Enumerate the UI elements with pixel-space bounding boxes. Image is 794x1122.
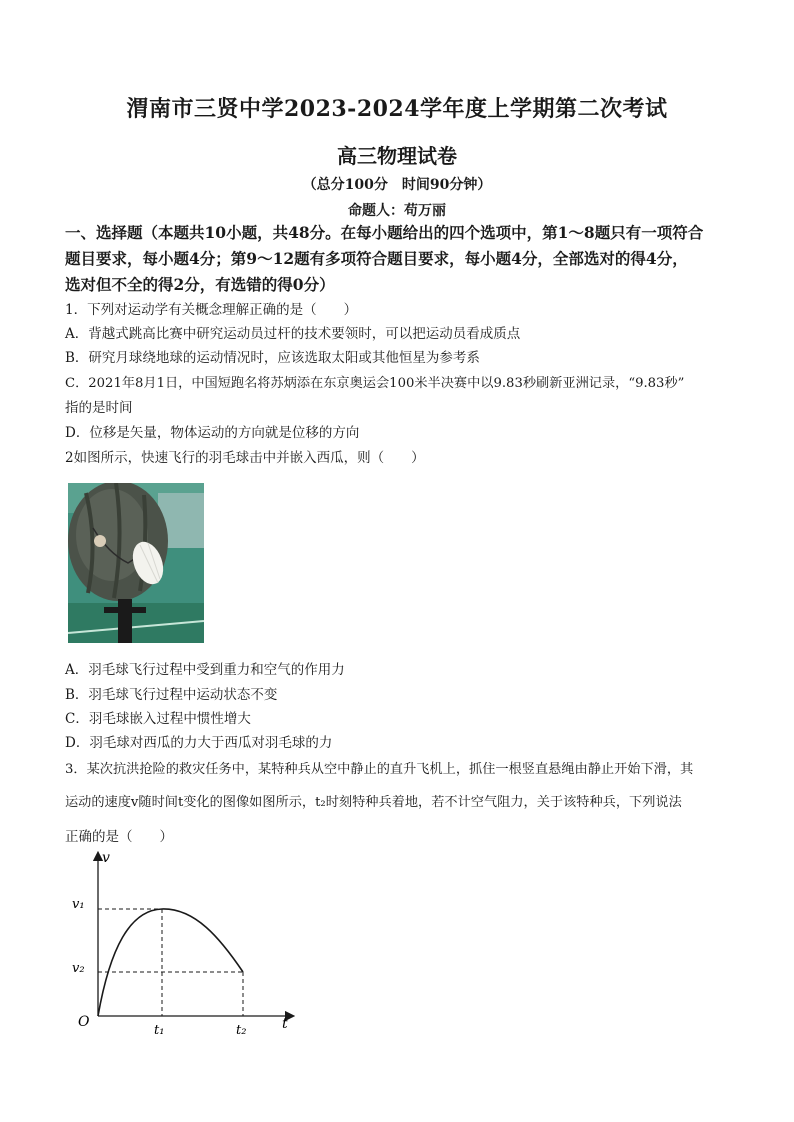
exam-subtitle: 高三物理试卷 (337, 144, 457, 168)
q1-option-c-cont: 指的是时间 (65, 400, 133, 416)
t-axis-label: t (282, 1016, 288, 1032)
v2-label: v₂ (72, 961, 85, 976)
v1-label: v₁ (72, 897, 85, 912)
section-heading-line-2: 题目要求，每小题4分；第9～12题有多项符合题目要求，每小题4分，全部选对的得4分， (65, 249, 688, 268)
t2-label: t₂ (236, 1023, 247, 1038)
section-heading-line-1: 一、选择题（本题共10小题，共48分。在每小题给出的四个选项中，第1～8题只有一项符合 (65, 223, 704, 242)
velocity-curve (98, 909, 243, 1016)
q3-stem-line-3: 正确的是（ ） (65, 829, 173, 845)
exam-author: 命题人：苟万丽 (348, 203, 446, 219)
section-heading-line-3: 选对但不全的得2分，有选错的得0分） (65, 275, 335, 294)
q2-option-a: A．羽毛球飞行过程中受到重力和空气的作用力 (65, 662, 345, 678)
v-axis-label: v (102, 850, 110, 866)
q1-stem: 1．下列对运动学有关概念理解正确的是（ ） (65, 302, 358, 318)
exam-title: 渭南市三贤中学2023-2024学年度上学期第二次考试 (126, 96, 668, 122)
exam-meta: （总分100分 时间90分钟） (302, 177, 492, 193)
t1-label: t₁ (154, 1023, 165, 1038)
q1-option-c: C．2021年8月1日，中国短跑名将苏炳添在东京奥运会100米半决赛中以9.83秒刷新亚洲记录，“9.83秒” (65, 376, 685, 391)
q1-option-a: A．背越式跳高比赛中研究运动员过杆的技术要领时，可以把运动员看成质点 (65, 326, 521, 342)
q1-option-d: D．位移是矢量，物体运动的方向就是位移的方向 (65, 425, 360, 441)
q2-option-c: C．羽毛球嵌入过程中惯性增大 (65, 711, 251, 727)
q2-option-d: D．羽毛球对西瓜的力大于西瓜对羽毛球的力 (65, 735, 333, 751)
q3-stem-line-1: 3．某次抗洪抢险的救灾任务中，某特种兵从空中静止的直升飞机上，抓住一根竖直悬绳由静止开始下滑，其 (65, 762, 694, 777)
origin-label: O (78, 1014, 90, 1030)
velocity-time-graph (70, 848, 310, 1042)
q2-stem: 2如图所示，快速飞行的羽毛球击中并嵌入西瓜，则（ ） (65, 450, 425, 466)
q3-stem-line-2: 运动的速度v随时间t变化的图像如图所示，t₂时刻特种兵着地，若不计空气阻力，关于该特种兵，下列说法 (65, 795, 682, 810)
q2-option-b: B．羽毛球飞行过程中运动状态不变 (65, 687, 278, 703)
watermelon-shuttlecock-photo (68, 483, 204, 643)
q1-option-b: B．研究月球绕地球的运动情况时，应该选取太阳或其他恒星为参考系 (65, 350, 480, 366)
